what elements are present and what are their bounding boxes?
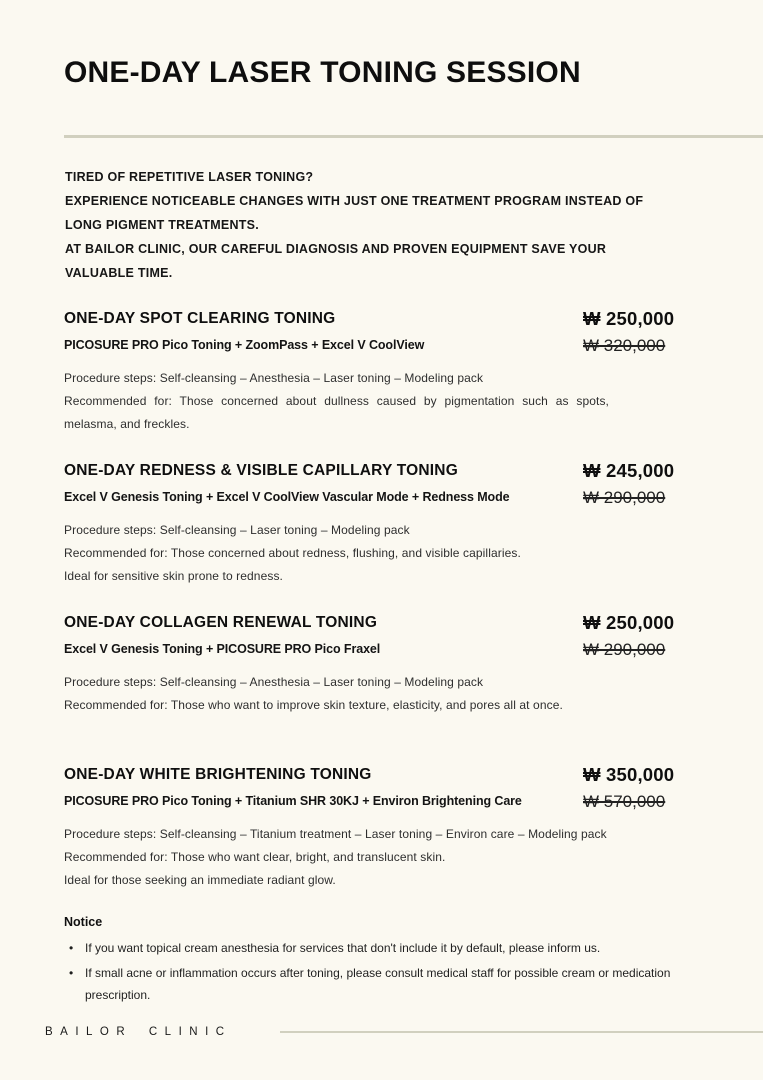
service-prices <box>583 305 683 359</box>
service-details <box>64 519 683 588</box>
service-titles <box>64 457 583 511</box>
notice-title: Notice <box>64 915 103 929</box>
service-item <box>64 457 683 588</box>
service-name: ONE-DAY SPOT CLEARING TONING <box>64 310 336 327</box>
service-details <box>64 823 683 892</box>
service-detail-line: Ideal for sensitive skin prone to redness. <box>64 569 283 583</box>
service-titles <box>64 305 583 359</box>
services-list <box>64 305 683 892</box>
service-titles <box>64 609 583 663</box>
page-title: ONE-DAY LASER TONING SESSION <box>64 56 581 89</box>
service-details <box>64 671 683 717</box>
service-old-price: ₩ 290,000 <box>583 640 666 659</box>
service-prices <box>583 761 683 815</box>
service-details <box>64 367 683 436</box>
footer <box>45 1026 763 1038</box>
header-divider <box>64 135 763 138</box>
service-name: ONE-DAY REDNESS & VISIBLE CAPILLARY TONING <box>64 462 458 479</box>
service-old-price: ₩ 570,000 <box>583 792 666 811</box>
service-detail-line: Procedure steps: Self-cleansing – Anesthesia – Laser toning – Modeling pack <box>64 675 484 689</box>
service-detail-line: Recommended for: Those who want clear, bright, and translucent skin. <box>64 850 446 864</box>
service-item <box>64 305 683 436</box>
service-detail-line: Recommended for: Those concerned about dullness caused by pigmentation such as spots, melasma, and freckles. <box>64 394 609 431</box>
service-header <box>64 761 683 815</box>
service-detail-line: Procedure steps: Self-cleansing – Titanium treatment – Laser toning – Environ care – Modeling pack <box>64 827 607 841</box>
service-old-price: ₩ 320,000 <box>583 336 666 355</box>
service-combo: Excel V Genesis Toning + Excel V CoolView Vascular Mode + Redness Mode <box>64 490 510 504</box>
service-old-price: ₩ 290,000 <box>583 488 666 507</box>
service-price: ₩ 350,000 <box>583 764 675 785</box>
service-detail-line: Recommended for: Those concerned about redness, flushing, and visible capillaries. <box>64 546 521 560</box>
footer-brand: BAILOR CLINIC <box>45 1026 232 1038</box>
service-header <box>64 305 683 359</box>
service-price: ₩ 250,000 <box>583 612 675 633</box>
intro-line: EXPERIENCE NOTICEABLE CHANGES WITH JUST ONE TREATMENT PROGRAM INSTEAD OF LONG PIGMENT TREATMENTS. <box>65 194 644 232</box>
service-item <box>64 609 683 717</box>
service-header <box>64 457 683 511</box>
service-name: ONE-DAY COLLAGEN RENEWAL TONING <box>64 614 378 631</box>
intro-paragraph <box>65 165 650 285</box>
service-price: ₩ 250,000 <box>583 308 675 329</box>
notice-items <box>64 937 676 1006</box>
service-item <box>64 761 683 892</box>
service-price: ₩ 245,000 <box>583 460 675 481</box>
service-combo: Excel V Genesis Toning + PICOSURE PRO Pico Fraxel <box>64 642 381 656</box>
service-prices <box>583 457 683 511</box>
service-prices <box>583 609 683 663</box>
service-titles <box>64 761 583 815</box>
service-combo: PICOSURE PRO Pico Toning + ZoomPass + Excel V CoolView <box>64 338 425 352</box>
service-detail-line: Procedure steps: Self-cleansing – Laser toning – Modeling pack <box>64 523 410 537</box>
service-combo: PICOSURE PRO Pico Toning + Titanium SHR 30KJ + Environ Brightening Care <box>64 794 522 808</box>
service-name: ONE-DAY WHITE BRIGHTENING TONING <box>64 766 372 783</box>
service-detail-line: Procedure steps: Self-cleansing – Anesthesia – Laser toning – Modeling pack <box>64 371 484 385</box>
footer-divider <box>280 1031 763 1033</box>
intro-line: AT BAILOR CLINIC, OUR CAREFUL DIAGNOSIS AND PROVEN EQUIPMENT SAVE YOUR VALUABLE TIME. <box>65 242 607 280</box>
intro-line: TIRED OF REPETITIVE LASER TONING? <box>65 170 314 184</box>
service-detail-line: Recommended for: Those who want to improve skin texture, elasticity, and pores all at once. <box>64 698 563 712</box>
service-header <box>64 609 683 663</box>
notice-item: • If you want topical cream anesthesia for services that don't include it by default, please inform us. <box>64 937 676 959</box>
service-detail-line: Ideal for those seeking an immediate radiant glow. <box>64 873 336 887</box>
notice-item: • If small acne or inflammation occurs after toning, please consult medical staff for possible cream or medication prescription. <box>64 962 676 1006</box>
notice-section <box>64 913 676 1006</box>
